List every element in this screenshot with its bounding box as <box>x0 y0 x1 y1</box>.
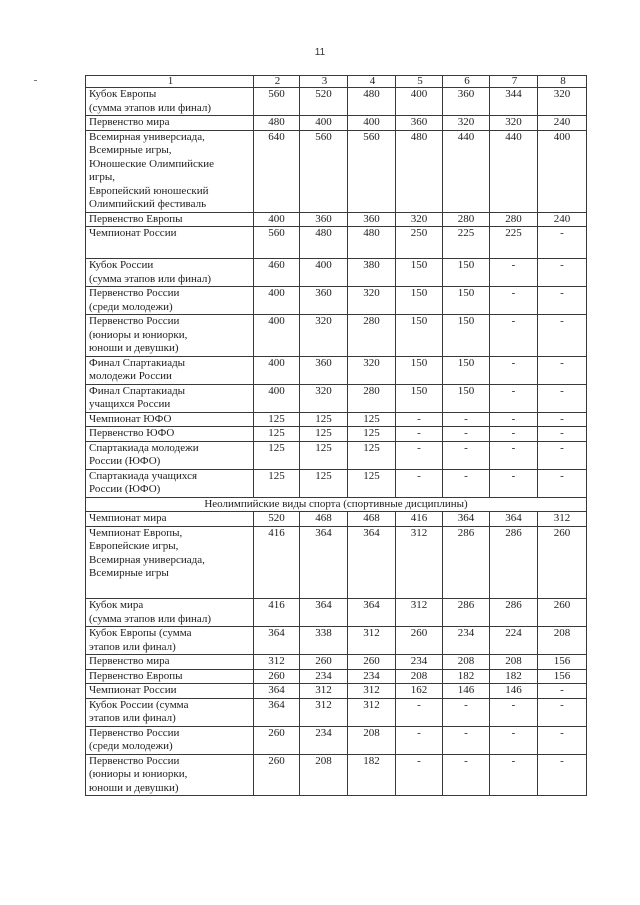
value-cell: 225 <box>490 227 538 259</box>
value-cell: - <box>490 726 538 754</box>
value-cell: 250 <box>396 227 443 259</box>
value-cell: - <box>538 287 587 315</box>
value-cell: 150 <box>396 259 443 287</box>
row-label <box>86 356 254 384</box>
value-cell: 320 <box>538 88 587 116</box>
value-cell: 560 <box>300 130 348 212</box>
value-cell: 364 <box>490 512 538 527</box>
value-cell: - <box>490 384 538 412</box>
value-cell: 182 <box>490 669 538 684</box>
row-label <box>86 384 254 412</box>
value-cell: 156 <box>538 669 587 684</box>
row-label-text: Первенство России (среди молодежи) <box>89 726 180 752</box>
value-cell: 364 <box>254 627 300 655</box>
value-cell: 364 <box>300 526 348 599</box>
value-cell: 480 <box>254 116 300 131</box>
value-cell: - <box>538 441 587 469</box>
value-cell: 338 <box>300 627 348 655</box>
value-cell: 312 <box>300 698 348 726</box>
value-cell: - <box>396 726 443 754</box>
value-cell: 260 <box>254 726 300 754</box>
value-cell: 468 <box>300 512 348 527</box>
value-cell: 182 <box>348 754 396 796</box>
value-cell: 416 <box>396 512 443 527</box>
value-cell: - <box>538 315 587 357</box>
table-row <box>86 384 587 412</box>
value-cell: 125 <box>348 412 396 427</box>
value-cell: 440 <box>443 130 490 212</box>
value-cell: - <box>443 441 490 469</box>
value-cell: - <box>490 315 538 357</box>
value-cell: - <box>443 726 490 754</box>
value-cell: 320 <box>348 287 396 315</box>
value-cell: 260 <box>396 627 443 655</box>
table-row <box>86 130 587 212</box>
table-row <box>86 356 587 384</box>
header-cell: 7 <box>490 76 538 88</box>
row-label-text: Спартакиада учащихся России (ЮФО) <box>89 469 198 495</box>
value-cell: 208 <box>300 754 348 796</box>
value-cell: 312 <box>538 512 587 527</box>
value-cell: - <box>538 412 587 427</box>
row-label <box>86 754 254 796</box>
value-cell: 280 <box>490 212 538 227</box>
row-label <box>86 684 254 699</box>
value-cell: 150 <box>443 356 490 384</box>
value-cell: 320 <box>348 356 396 384</box>
value-cell: 125 <box>254 412 300 427</box>
value-cell: - <box>538 227 587 259</box>
page-number: 11 <box>314 47 326 58</box>
value-cell: 312 <box>396 526 443 599</box>
value-cell: 400 <box>254 212 300 227</box>
value-cell: - <box>538 469 587 497</box>
row-label-text: Чемпионат Европы, Европейские игры, Всемирная универсиада, Всемирные игры <box>89 526 205 579</box>
value-cell: 260 <box>348 655 396 670</box>
value-cell: 320 <box>300 384 348 412</box>
row-label-text: Финал Спартакиады учащихся России <box>89 384 186 410</box>
value-cell: - <box>490 441 538 469</box>
value-cell: 364 <box>300 599 348 627</box>
value-cell: 312 <box>348 684 396 699</box>
row-label-text: Кубок России (сумма этапов или финал) <box>89 259 212 285</box>
value-cell: - <box>538 384 587 412</box>
table-row <box>86 669 587 684</box>
value-cell: 400 <box>300 116 348 131</box>
value-cell: 360 <box>300 212 348 227</box>
row-label-text: Кубок России (сумма этапов или финал) <box>89 698 189 724</box>
row-label <box>86 116 254 131</box>
value-cell: - <box>538 684 587 699</box>
row-label-text: Кубок мира (сумма этапов или финал) <box>89 599 212 625</box>
row-label <box>86 88 254 116</box>
value-cell: 224 <box>490 627 538 655</box>
value-cell: 364 <box>348 599 396 627</box>
value-cell: 364 <box>254 698 300 726</box>
value-cell: 312 <box>348 698 396 726</box>
table-row <box>86 412 587 427</box>
value-cell: - <box>538 726 587 754</box>
value-cell: 125 <box>300 469 348 497</box>
value-cell: 480 <box>300 227 348 259</box>
value-cell: - <box>538 754 587 796</box>
value-cell: 400 <box>254 315 300 357</box>
value-cell: - <box>443 412 490 427</box>
scan-mark <box>34 80 37 81</box>
value-cell: 286 <box>443 526 490 599</box>
value-cell: - <box>396 754 443 796</box>
row-label <box>86 441 254 469</box>
row-label-text: Первенство ЮФО <box>89 427 175 439</box>
value-cell: 400 <box>396 88 443 116</box>
table-row <box>86 599 587 627</box>
points-table <box>85 75 587 796</box>
value-cell: - <box>396 469 443 497</box>
value-cell: 125 <box>300 441 348 469</box>
value-cell: 400 <box>300 259 348 287</box>
value-cell: 312 <box>254 655 300 670</box>
value-cell: - <box>538 356 587 384</box>
value-cell: 640 <box>254 130 300 212</box>
header-cell: 2 <box>254 76 300 88</box>
value-cell: 480 <box>396 130 443 212</box>
value-cell: - <box>538 427 587 442</box>
value-cell: 320 <box>443 116 490 131</box>
value-cell: 480 <box>348 227 396 259</box>
value-cell: 312 <box>396 599 443 627</box>
header-cell: 6 <box>443 76 490 88</box>
row-label-text: Первенство Европы <box>89 212 183 225</box>
row-label <box>86 130 254 212</box>
value-cell: - <box>443 427 490 442</box>
table-row <box>86 526 587 599</box>
row-label-text: Чемпионат ЮФО <box>89 412 172 425</box>
table-row <box>86 684 587 699</box>
value-cell: 360 <box>300 356 348 384</box>
value-cell: 364 <box>348 526 396 599</box>
value-cell: 380 <box>348 259 396 287</box>
value-cell: - <box>490 412 538 427</box>
row-label <box>86 726 254 754</box>
row-label-text: Всемирная универсиада, Всемирные игры, Юношеские Олимпийские игры, Европейский юношеский Олимпийский фестиваль <box>89 130 215 210</box>
value-cell: 150 <box>443 259 490 287</box>
value-cell: 208 <box>538 627 587 655</box>
row-label-text: Первенство России (юниоры и юниорки, юноши и девушки) <box>89 754 188 794</box>
value-cell: - <box>490 427 538 442</box>
value-cell: 364 <box>443 512 490 527</box>
value-cell: 146 <box>490 684 538 699</box>
value-cell: 312 <box>300 684 348 699</box>
table-row <box>86 754 587 796</box>
value-cell: - <box>443 469 490 497</box>
row-label <box>86 427 254 442</box>
value-cell: 286 <box>443 599 490 627</box>
value-cell: 162 <box>396 684 443 699</box>
value-cell: 320 <box>396 212 443 227</box>
row-label-text: Спартакиада молодежи России (ЮФО) <box>89 441 199 467</box>
value-cell: 125 <box>254 469 300 497</box>
value-cell: 260 <box>254 754 300 796</box>
value-cell: - <box>396 698 443 726</box>
value-cell: 520 <box>254 512 300 527</box>
value-cell: - <box>396 427 443 442</box>
row-label-text: Первенство России (юниоры и юниорки, юноши и девушки) <box>89 315 188 354</box>
value-cell: 125 <box>300 427 348 442</box>
value-cell: - <box>490 356 538 384</box>
section-row <box>86 497 587 512</box>
value-cell: 150 <box>443 384 490 412</box>
header-cell: 1 <box>86 76 254 88</box>
table-row <box>86 212 587 227</box>
value-cell: 150 <box>396 356 443 384</box>
row-label <box>86 287 254 315</box>
value-cell: 280 <box>443 212 490 227</box>
row-label-text: Первенство России (среди молодежи) <box>89 287 180 313</box>
row-label <box>86 227 254 259</box>
value-cell: 150 <box>396 384 443 412</box>
value-cell: 312 <box>348 627 396 655</box>
row-label-text: Финал Спартакиады молодежи России <box>89 356 186 382</box>
value-cell: 156 <box>538 655 587 670</box>
row-label-text: Первенство мира <box>89 655 170 667</box>
table-row <box>86 698 587 726</box>
row-label-text: Чемпионат мира <box>89 512 167 524</box>
value-cell: 125 <box>348 469 396 497</box>
value-cell: 416 <box>254 599 300 627</box>
header-row <box>86 76 587 88</box>
section-title: Неолимпийские виды спорта (спортивные дисциплины) <box>86 497 587 512</box>
value-cell: 364 <box>254 684 300 699</box>
value-cell: 400 <box>348 116 396 131</box>
row-label <box>86 512 254 527</box>
row-label-text: Первенство Европы <box>89 669 183 682</box>
row-label <box>86 259 254 287</box>
value-cell: 150 <box>443 315 490 357</box>
row-label <box>86 599 254 627</box>
row-label-text: Кубок Европы (сумма этапов или финал) <box>89 627 192 653</box>
value-cell: 560 <box>254 227 300 259</box>
value-cell: 280 <box>348 315 396 357</box>
value-cell: 360 <box>300 287 348 315</box>
table-row <box>86 116 587 131</box>
value-cell: 240 <box>538 116 587 131</box>
value-cell: 225 <box>443 227 490 259</box>
row-label <box>86 627 254 655</box>
table-row <box>86 259 587 287</box>
header-cell: 8 <box>538 76 587 88</box>
value-cell: 468 <box>348 512 396 527</box>
value-cell: 560 <box>348 130 396 212</box>
value-cell: 208 <box>443 655 490 670</box>
row-label <box>86 669 254 684</box>
value-cell: 125 <box>348 441 396 469</box>
value-cell: 234 <box>300 726 348 754</box>
table-row <box>86 627 587 655</box>
value-cell: 286 <box>490 599 538 627</box>
value-cell: 234 <box>348 669 396 684</box>
value-cell: - <box>490 287 538 315</box>
table-row <box>86 441 587 469</box>
value-cell: 400 <box>254 384 300 412</box>
row-label <box>86 412 254 427</box>
value-cell: - <box>490 754 538 796</box>
value-cell: 460 <box>254 259 300 287</box>
header-cell: 5 <box>396 76 443 88</box>
header-cell: 3 <box>300 76 348 88</box>
value-cell: 260 <box>538 526 587 599</box>
value-cell: 125 <box>254 427 300 442</box>
value-cell: 520 <box>300 88 348 116</box>
row-label <box>86 655 254 670</box>
row-label <box>86 698 254 726</box>
row-label <box>86 526 254 599</box>
row-label <box>86 212 254 227</box>
table-row <box>86 427 587 442</box>
value-cell: 234 <box>396 655 443 670</box>
value-cell: 560 <box>254 88 300 116</box>
value-cell: 360 <box>348 212 396 227</box>
value-cell: - <box>443 754 490 796</box>
value-cell: - <box>490 259 538 287</box>
value-cell: 182 <box>443 669 490 684</box>
value-cell: 150 <box>443 287 490 315</box>
row-label-text: Чемпионат России <box>89 227 177 239</box>
value-cell: 320 <box>490 116 538 131</box>
table-row <box>86 227 587 259</box>
header-cell: 4 <box>348 76 396 88</box>
table-row <box>86 315 587 357</box>
value-cell: - <box>490 698 538 726</box>
value-cell: 234 <box>443 627 490 655</box>
value-cell: 280 <box>348 384 396 412</box>
value-cell: 320 <box>300 315 348 357</box>
value-cell: - <box>490 469 538 497</box>
table-row <box>86 512 587 527</box>
value-cell: 260 <box>254 669 300 684</box>
value-cell: 240 <box>538 212 587 227</box>
value-cell: 150 <box>396 315 443 357</box>
value-cell: 440 <box>490 130 538 212</box>
value-cell: 125 <box>254 441 300 469</box>
value-cell: 208 <box>396 669 443 684</box>
value-cell: - <box>396 441 443 469</box>
value-cell: 400 <box>538 130 587 212</box>
value-cell: 208 <box>490 655 538 670</box>
value-cell: 360 <box>396 116 443 131</box>
value-cell: - <box>396 412 443 427</box>
value-cell: 344 <box>490 88 538 116</box>
row-label-text: Кубок Европы (сумма этапов или финал) <box>89 88 212 114</box>
value-cell: 208 <box>348 726 396 754</box>
table-row <box>86 655 587 670</box>
table-row <box>86 287 587 315</box>
value-cell: 260 <box>538 599 587 627</box>
value-cell: 125 <box>348 427 396 442</box>
value-cell: 146 <box>443 684 490 699</box>
table-row <box>86 88 587 116</box>
value-cell: - <box>538 259 587 287</box>
value-cell: 416 <box>254 526 300 599</box>
value-cell: 480 <box>348 88 396 116</box>
value-cell: 400 <box>254 356 300 384</box>
value-cell: 360 <box>443 88 490 116</box>
value-cell: - <box>538 698 587 726</box>
value-cell: 125 <box>300 412 348 427</box>
value-cell: 260 <box>300 655 348 670</box>
table-row <box>86 469 587 497</box>
table-row <box>86 726 587 754</box>
value-cell: 286 <box>490 526 538 599</box>
row-label-text: Чемпионат России <box>89 684 177 696</box>
value-cell: - <box>443 698 490 726</box>
row-label <box>86 315 254 357</box>
value-cell: 234 <box>300 669 348 684</box>
row-label <box>86 469 254 497</box>
value-cell: 150 <box>396 287 443 315</box>
value-cell: 400 <box>254 287 300 315</box>
row-label-text: Первенство мира <box>89 116 170 128</box>
table-body <box>86 76 587 796</box>
